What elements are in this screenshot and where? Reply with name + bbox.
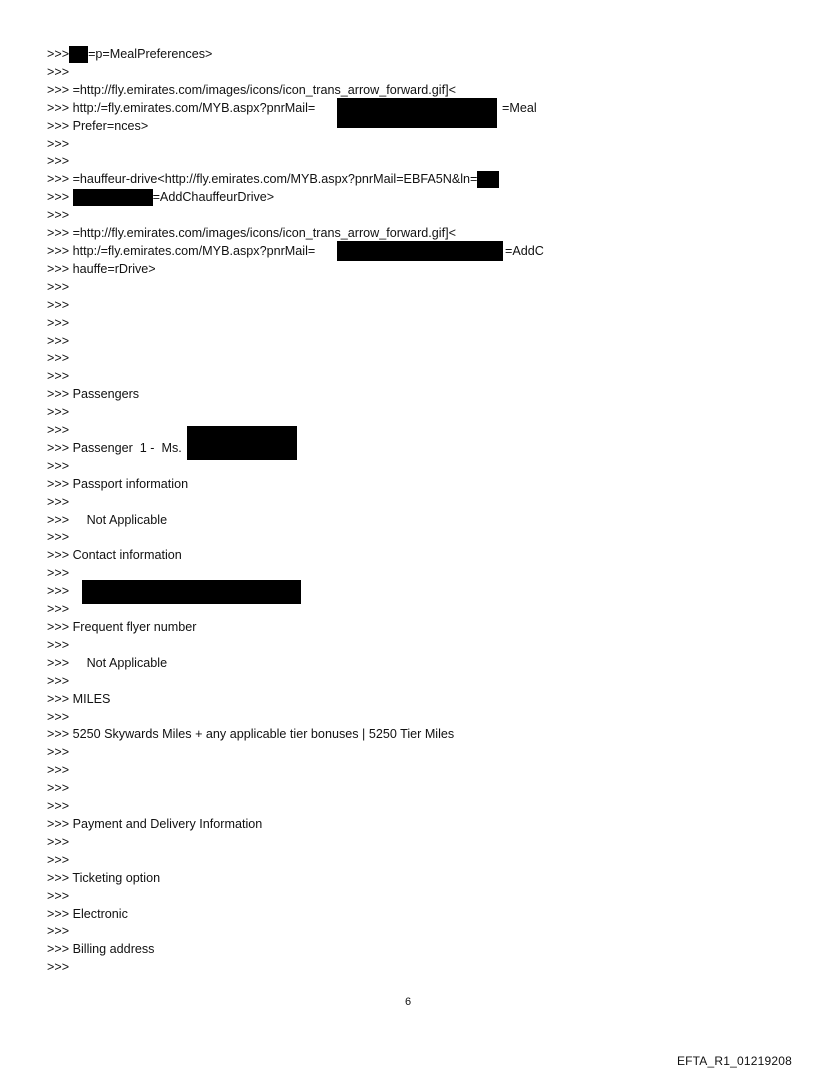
text-line: >>> — [47, 583, 787, 601]
passenger-line: >>> Passenger 1 - Ms. — [47, 440, 787, 458]
text-line: >>> — [47, 530, 70, 545]
text-line: >>> Not Applicable — [47, 512, 168, 527]
section-heading-payment: >>> Payment and Delivery Information — [47, 816, 263, 831]
text-line: >>> — [47, 297, 70, 312]
text-line: >>> — [47, 709, 70, 724]
redaction-box — [69, 46, 88, 63]
text-line: >>> — [47, 279, 70, 294]
text-line: >>> Contact information — [47, 548, 182, 563]
text-line: >>> — [47, 369, 70, 384]
text-line: >>> — [47, 208, 70, 223]
redaction-box — [337, 98, 497, 128]
text-line: >>> — [47, 673, 70, 688]
text-line: >>> — [47, 745, 70, 760]
page-number: 6 — [404, 996, 412, 1008]
redaction-box — [82, 580, 301, 604]
text-line: >>> — [47, 458, 70, 473]
text-line: >>> — [47, 924, 70, 939]
section-heading-passengers: >>> Passengers — [47, 387, 140, 402]
email-body — [47, 46, 787, 977]
text-line: >>> hauffe=rDrive> — [47, 261, 156, 276]
text-line: >>> =http://fly.emirates.com/images/icons/icon_trans_arrow_forward.gif]< — [47, 82, 456, 97]
text-line: >>> Passport information — [47, 476, 189, 491]
text-line: >>> Billing address — [47, 942, 155, 957]
text-line: >>> Frequent flyer number — [47, 620, 197, 634]
text-line: >>> MILES — [47, 691, 111, 706]
text-line: >>> =http://fly.emirates.com/images/icons/icon_trans_arrow_forward.gif]< — [47, 226, 456, 241]
redaction-box — [187, 426, 297, 460]
text-line: >>> http:/=fly.emirates.com/MYB.aspx?pnrMail= =Meal — [47, 100, 787, 118]
text-line: >>> http:/=fly.emirates.com/MYB.aspx?pnrMail= =AddC — [47, 243, 787, 261]
redaction-box — [337, 241, 503, 261]
text-line: >>> Prefer=nces> — [47, 118, 149, 133]
redaction-box — [477, 171, 499, 188]
text-line: >>> — [47, 154, 70, 169]
text-line: >>> — [47, 602, 70, 617]
text-line: >>> Not Applicable — [47, 655, 168, 670]
text-line: >>> — [47, 781, 70, 796]
text-line: >>> — [47, 423, 70, 438]
text-line: >>> — [47, 315, 70, 330]
miles-line: >>> 5250 Skywards Miles + any applicable tier bonuses | 5250 Tier Miles — [47, 727, 455, 742]
text-line: >>> — [47, 763, 70, 778]
text-line: >>> — [47, 834, 70, 849]
text-line: >>> — [47, 136, 70, 151]
text-line: >>> — [47, 405, 70, 420]
text-line: >>> — [47, 333, 70, 348]
text-line: >>> =hauffeur-drive<http://fly.emirates.com/MYB.aspx?pnrMail=EBFA5N&ln= — [47, 171, 787, 189]
text-line: >>> — [47, 351, 70, 366]
text-line: >>> — [47, 494, 70, 509]
redaction-box — [73, 189, 153, 206]
text-line: >>> — [47, 799, 70, 814]
text-line: >>> =AddChauffeurDrive> — [47, 190, 275, 205]
text-line: >>> — [47, 852, 70, 867]
text-line: >>> =p=MealPreferences> — [47, 47, 213, 61]
document-id: EFTA_R1_01219208 — [676, 1054, 792, 1068]
text-line: >>> Ticketing option — [47, 870, 161, 885]
text-line: >>> — [47, 566, 70, 581]
text-line: >>> Electronic — [47, 906, 128, 921]
text-line: >>> — [47, 64, 70, 79]
text-line: >>> — [47, 960, 70, 975]
text-line: >>> — [47, 637, 70, 652]
text-line: >>> — [47, 888, 70, 903]
